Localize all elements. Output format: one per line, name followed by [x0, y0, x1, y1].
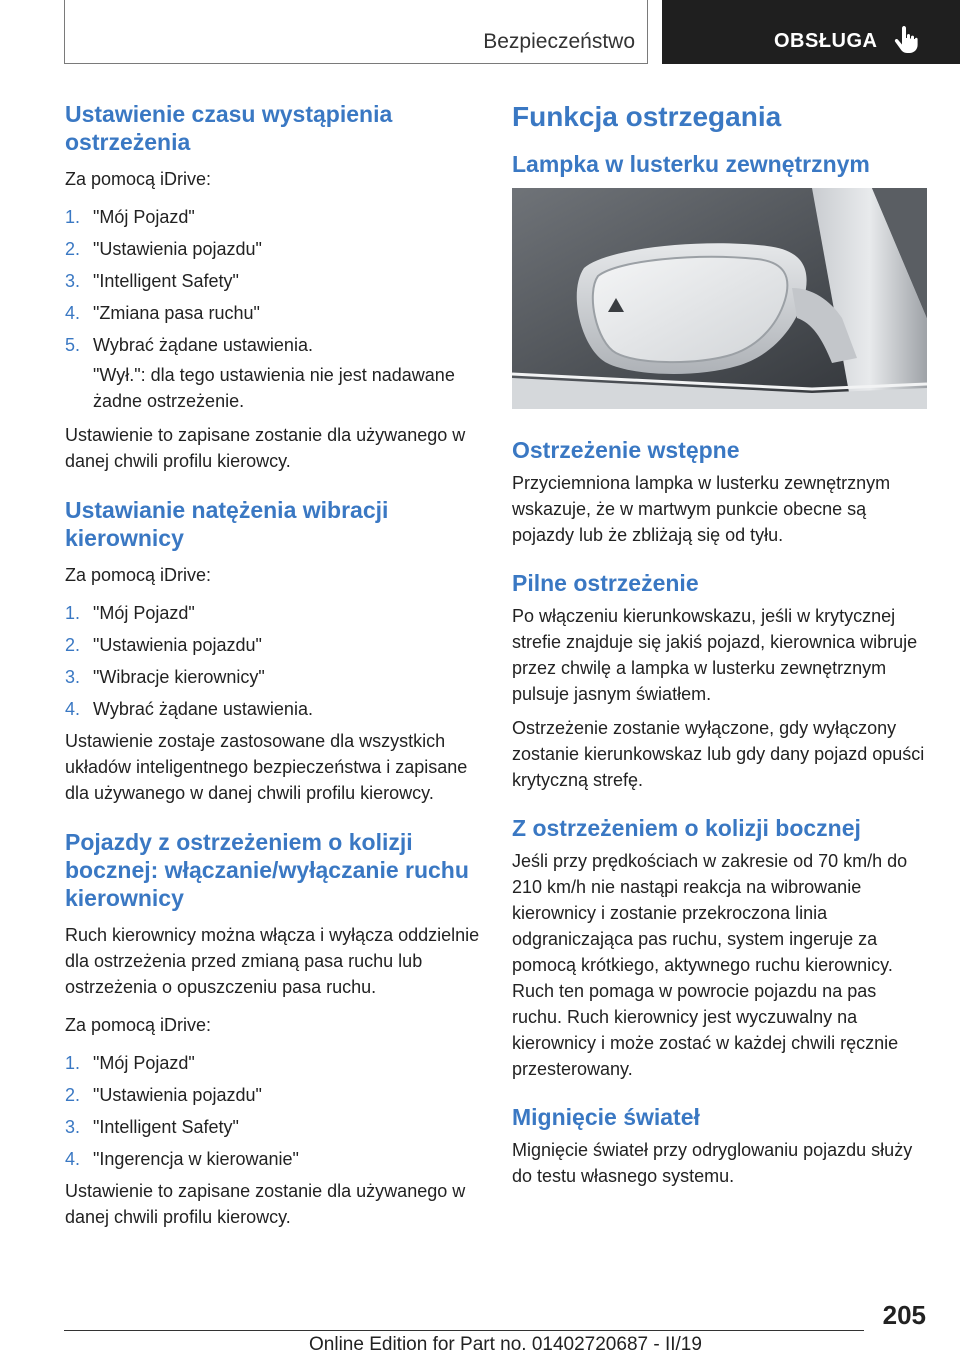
idrive-intro: Za pomocą iDrive:: [65, 1015, 212, 1035]
left-column: [65, 100, 480, 1242]
page-number: 205: [882, 1300, 926, 1330]
heading-vibration-intensity: Ustawianie natężenia wibracji kierownicy: [65, 497, 389, 551]
steps-list-vibration: [65, 600, 480, 722]
heading-mirror-lamp: Lampka w lusterku zewnętrznym: [512, 151, 870, 177]
list-item: 4. Wybrać żądane ustawienia.: [65, 699, 313, 719]
list-item: 4. "Zmiana pasa ruchu": [65, 303, 260, 323]
steps-list-warning-time: [65, 204, 480, 358]
list-item: 2. "Ustawienia pojazdu": [65, 1085, 262, 1105]
heading-pre-warning: Ostrzeżenie wstępne: [512, 437, 740, 463]
steps-list-steering: [65, 1050, 480, 1172]
list-item: 3. "Intelligent Safety": [65, 271, 239, 291]
urgent-warning-text: Po włączeniu kierunkowskazu, jeśli w krytycznej strefie znajduje się jakiś pojazd, kierownica wibruje przez chwilę a lampka w lusterku zewnętrznym pulsuje jasnym światłem.: [512, 606, 918, 704]
profile-note: Ustawienie to zapisane zostanie dla używanego w danej chwili profilu kierowcy.: [65, 425, 466, 471]
side-mirror-illustration: [512, 188, 927, 409]
heading-warning-time: Ustawienie czasu wystąpienia ostrzeżenia: [65, 101, 393, 155]
heading-warning-function: Funkcja ostrzegania: [512, 101, 782, 132]
header-section-box: [64, 0, 648, 64]
list-item: 3. "Intelligent Safety": [65, 1117, 239, 1137]
steering-description: Ruch kierownicy można włącza i wyłącza oddzielnie dla ostrzeżenia przed zmianą pasa ruchu lub ostrzeżenia o opuszczeniu pasa ruchu.: [65, 925, 480, 997]
vibration-note: Ustawienie zostaje zastosowane dla wszystkich układów inteligentnego bezpieczeństwa i zapisane dla używanego w danej chwili profilu kierowcy.: [65, 731, 468, 803]
list-item: 3. "Wibracje kierownicy": [65, 667, 265, 687]
list-item: 4. "Ingerencja w kierowanie": [65, 1149, 299, 1169]
idrive-intro: Za pomocą iDrive:: [65, 565, 212, 585]
step-sub-note: "Wył.": dla tego ustawienia nie jest nadawane żadne ostrzeżenie.: [93, 365, 455, 411]
list-item: 1. "Mój Pojazd": [65, 207, 195, 227]
profile-note: Ustawienie to zapisane zostanie dla używanego w danej chwili profilu kierowcy.: [65, 1181, 466, 1227]
list-item: 2. "Ustawienia pojazdu": [65, 239, 262, 259]
pre-warning-text: Przyciemniona lampka w lusterku zewnętrznym wskazuje, że w martwym punkcie obecne są pojazdy lub że zbliżają się od tyłu.: [512, 473, 891, 545]
list-item: 2. "Ustawienia pojazdu": [65, 635, 262, 655]
list-item: 1. "Mój Pojazd": [65, 603, 195, 623]
heading-side-collision-steering: Pojazdy z ostrzeżeniem o kolizji bocznej: włączanie/wyłączanie ruchu kierownicy: [65, 829, 469, 911]
idrive-intro: Za pomocą iDrive:: [65, 169, 212, 189]
side-collision-text: Jeśli przy prędkościach w zakresie od 70 km/h do 210 km/h nie nastąpi reakcja na wibrowanie kierownicy i zostanie przekroczona linia odgraniczająca pas ruchu, system ingeruje za pomocą krótkiego, aktywnego ruchu kierownicy. Ruch ten pomaga w powrocie pojazdu na pas ruchu. Ruch kierownicy jest wyczuwalny na kierownicy i może zostać w każdej chwili ręcznie przesterowany.: [512, 851, 908, 1079]
urgent-warning-off-text: Ostrzeżenie zostanie wyłączone, gdy wyłączony zostanie kierunkowskaz lub gdy dany pojazd opuści krytyczną strefę.: [512, 718, 925, 790]
light-flash-text: Mignięcie świateł przy odryglowaniu pojazdu służy do testu własnego systemu.: [512, 1140, 913, 1186]
edition-footer: Online Edition for Part no. 01402720687 - II/19: [309, 1334, 702, 1355]
heading-light-flash: Mignięcie świateł: [512, 1104, 700, 1130]
list-item: 1. "Mój Pojazd": [65, 1053, 195, 1073]
heading-side-collision: Z ostrzeżeniem o kolizji bocznej: [512, 815, 861, 841]
heading-urgent-warning: Pilne ostrzeżenie: [512, 570, 699, 596]
right-column: [512, 100, 927, 1201]
footer-divider: [64, 1330, 864, 1331]
list-item: 5. Wybrać żądane ustawienia.: [65, 335, 313, 355]
hand-pointer-icon: [894, 26, 918, 54]
header-chapter-label: OBSŁUGA: [774, 30, 878, 52]
header-section-label: Bezpieczeństwo: [483, 30, 635, 53]
